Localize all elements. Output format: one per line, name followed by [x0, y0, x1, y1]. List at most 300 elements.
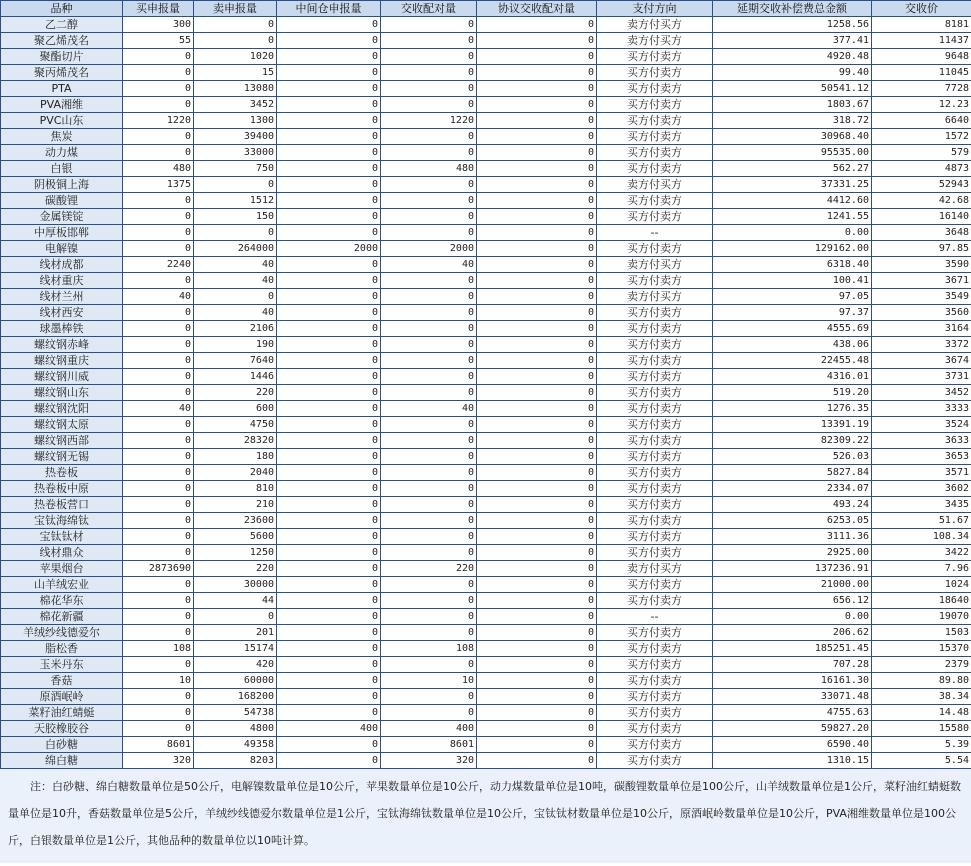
sell-declared-cell: 0 — [194, 177, 277, 193]
sell-declared-cell: 4800 — [194, 721, 277, 737]
matched-cell: 0 — [381, 689, 477, 705]
sell-declared-cell: 1250 — [194, 545, 277, 561]
buy-declared-cell: 2240 — [123, 257, 194, 273]
matched-cell: 2000 — [381, 241, 477, 257]
buy-declared-cell: 0 — [123, 225, 194, 241]
buy-declared-cell: 0 — [123, 481, 194, 497]
middle-declared-cell: 0 — [277, 561, 381, 577]
table-row — [1, 353, 971, 369]
delivery-price-cell: 7728 — [872, 81, 971, 97]
pay-direction-cell: 买方付卖方 — [597, 433, 713, 449]
matched-cell: 40 — [381, 257, 477, 273]
variety-cell: 阴极铜上海 — [1, 177, 123, 193]
table-row — [1, 641, 971, 657]
sell-declared-cell: 1300 — [194, 113, 277, 129]
pay-direction-cell: -- — [597, 225, 713, 241]
pay-direction-cell: 买方付卖方 — [597, 113, 713, 129]
table-row — [1, 753, 971, 769]
sell-declared-cell: 44 — [194, 593, 277, 609]
pay-direction-cell: 买方付卖方 — [597, 305, 713, 321]
variety-cell: 螺纹钢西部 — [1, 433, 123, 449]
agreement-matched-cell: 0 — [477, 737, 597, 753]
variety-cell: 螺纹钢沈阳 — [1, 401, 123, 417]
agreement-matched-cell: 0 — [477, 321, 597, 337]
buy-declared-cell: 1375 — [123, 177, 194, 193]
agreement-matched-cell: 0 — [477, 241, 597, 257]
agreement-matched-cell: 0 — [477, 353, 597, 369]
agreement-matched-cell: 0 — [477, 193, 597, 209]
buy-declared-cell: 108 — [123, 641, 194, 657]
matched-cell: 0 — [381, 353, 477, 369]
agreement-matched-cell: 0 — [477, 305, 597, 321]
matched-cell: 8601 — [381, 737, 477, 753]
buy-declared-cell: 0 — [123, 577, 194, 593]
buy-declared-cell: 0 — [123, 529, 194, 545]
sell-declared-cell: 30000 — [194, 577, 277, 593]
sell-declared-cell: 40 — [194, 305, 277, 321]
table-row — [1, 401, 971, 417]
variety-cell: 中厚板邯郸 — [1, 225, 123, 241]
delivery-price-cell: 3653 — [872, 449, 971, 465]
sell-declared-cell: 0 — [194, 33, 277, 49]
variety-cell: 绵白糖 — [1, 753, 123, 769]
delivery-price-cell: 1503 — [872, 625, 971, 641]
agreement-matched-cell: 0 — [477, 273, 597, 289]
matched-cell: 480 — [381, 161, 477, 177]
middle-declared-cell: 0 — [277, 321, 381, 337]
sell-declared-cell: 8203 — [194, 753, 277, 769]
delivery-price-cell: 3590 — [872, 257, 971, 273]
middle-declared-cell: 0 — [277, 673, 381, 689]
variety-cell: 动力煤 — [1, 145, 123, 161]
buy-declared-cell: 0 — [123, 65, 194, 81]
header-sell-declared: 卖申报量 — [194, 1, 277, 17]
matched-cell: 0 — [381, 497, 477, 513]
table-row — [1, 625, 971, 641]
buy-declared-cell: 480 — [123, 161, 194, 177]
compensation-cell: 438.06 — [713, 337, 872, 353]
delivery-price-cell: 108.34 — [872, 529, 971, 545]
sell-declared-cell: 3452 — [194, 97, 277, 113]
pay-direction-cell: 买方付卖方 — [597, 465, 713, 481]
middle-declared-cell: 0 — [277, 401, 381, 417]
table-row — [1, 209, 971, 225]
delivery-price-cell: 3452 — [872, 385, 971, 401]
pay-direction-cell: 买方付卖方 — [597, 481, 713, 497]
pay-direction-cell: 买方付卖方 — [597, 721, 713, 737]
matched-cell: 0 — [381, 273, 477, 289]
variety-cell: 线材西安 — [1, 305, 123, 321]
sell-declared-cell: 60000 — [194, 673, 277, 689]
agreement-matched-cell: 0 — [477, 529, 597, 545]
agreement-matched-cell: 0 — [477, 721, 597, 737]
variety-cell: 螺纹钢川威 — [1, 369, 123, 385]
matched-cell: 0 — [381, 33, 477, 49]
sell-declared-cell: 49358 — [194, 737, 277, 753]
agreement-matched-cell: 0 — [477, 561, 597, 577]
agreement-matched-cell: 0 — [477, 641, 597, 657]
compensation-cell: 21000.00 — [713, 577, 872, 593]
table-body — [1, 17, 971, 769]
variety-cell: 山羊绒宏业 — [1, 577, 123, 593]
delivery-price-cell: 11045 — [872, 65, 971, 81]
table-row — [1, 465, 971, 481]
matched-cell: 10 — [381, 673, 477, 689]
sell-declared-cell: 0 — [194, 225, 277, 241]
variety-cell: 螺纹钢太原 — [1, 417, 123, 433]
delivery-price-cell: 11437 — [872, 33, 971, 49]
middle-declared-cell: 0 — [277, 625, 381, 641]
compensation-cell: 4920.48 — [713, 49, 872, 65]
compensation-cell: 519.20 — [713, 385, 872, 401]
middle-declared-cell: 0 — [277, 417, 381, 433]
compensation-cell: 493.24 — [713, 497, 872, 513]
delivery-price-cell: 3549 — [872, 289, 971, 305]
compensation-cell: 50541.12 — [713, 81, 872, 97]
middle-declared-cell: 0 — [277, 161, 381, 177]
variety-cell: PVA湘维 — [1, 97, 123, 113]
delivery-price-cell: 3648 — [872, 225, 971, 241]
middle-declared-cell: 0 — [277, 465, 381, 481]
matched-cell: 0 — [381, 385, 477, 401]
compensation-cell: 562.27 — [713, 161, 872, 177]
pay-direction-cell: 卖方付买方 — [597, 289, 713, 305]
sell-declared-cell: 2106 — [194, 321, 277, 337]
agreement-matched-cell: 0 — [477, 65, 597, 81]
table-row — [1, 497, 971, 513]
delivery-price-cell: 579 — [872, 145, 971, 161]
agreement-matched-cell: 0 — [477, 337, 597, 353]
pay-direction-cell: 买方付卖方 — [597, 545, 713, 561]
middle-declared-cell: 0 — [277, 753, 381, 769]
delivery-price-cell: 9648 — [872, 49, 971, 65]
middle-declared-cell: 0 — [277, 481, 381, 497]
compensation-cell: 1258.56 — [713, 17, 872, 33]
agreement-matched-cell: 0 — [477, 209, 597, 225]
sell-declared-cell: 750 — [194, 161, 277, 177]
middle-declared-cell: 0 — [277, 385, 381, 401]
variety-cell: PVC山东 — [1, 113, 123, 129]
middle-declared-cell: 0 — [277, 513, 381, 529]
agreement-matched-cell: 0 — [477, 33, 597, 49]
middle-declared-cell: 0 — [277, 17, 381, 33]
variety-cell: 香菇 — [1, 673, 123, 689]
buy-declared-cell: 0 — [123, 241, 194, 257]
variety-cell: 羊绒纱线德爱尔 — [1, 625, 123, 641]
delivery-price-cell: 89.80 — [872, 673, 971, 689]
buy-declared-cell: 0 — [123, 97, 194, 113]
compensation-cell: 95535.00 — [713, 145, 872, 161]
agreement-matched-cell: 0 — [477, 577, 597, 593]
middle-declared-cell: 0 — [277, 33, 381, 49]
sell-declared-cell: 1020 — [194, 49, 277, 65]
table-row — [1, 49, 971, 65]
delivery-price-cell: 1024 — [872, 577, 971, 593]
variety-cell: 球墨棒铁 — [1, 321, 123, 337]
header-compensation-total: 延期交收补偿费总金额 — [713, 1, 872, 17]
compensation-cell: 99.40 — [713, 65, 872, 81]
agreement-matched-cell: 0 — [477, 113, 597, 129]
delivery-price-cell: 5.39 — [872, 737, 971, 753]
middle-declared-cell: 0 — [277, 97, 381, 113]
variety-cell: 线材重庆 — [1, 273, 123, 289]
table-row — [1, 97, 971, 113]
pay-direction-cell: 买方付卖方 — [597, 129, 713, 145]
agreement-matched-cell: 0 — [477, 225, 597, 241]
sell-declared-cell: 13080 — [194, 81, 277, 97]
variety-cell: 玉米丹东 — [1, 657, 123, 673]
sell-declared-cell: 420 — [194, 657, 277, 673]
middle-declared-cell: 0 — [277, 529, 381, 545]
compensation-cell: 1803.67 — [713, 97, 872, 113]
compensation-cell: 2925.00 — [713, 545, 872, 561]
delivery-price-cell: 3731 — [872, 369, 971, 385]
sell-declared-cell: 7640 — [194, 353, 277, 369]
pay-direction-cell: 买方付卖方 — [597, 49, 713, 65]
variety-cell: 螺纹钢山东 — [1, 385, 123, 401]
matched-cell: 0 — [381, 225, 477, 241]
pay-direction-cell: 买方付卖方 — [597, 353, 713, 369]
agreement-matched-cell: 0 — [477, 145, 597, 161]
delivery-price-cell: 3333 — [872, 401, 971, 417]
matched-cell: 0 — [381, 65, 477, 81]
agreement-matched-cell: 0 — [477, 593, 597, 609]
compensation-cell: 0.00 — [713, 609, 872, 625]
buy-declared-cell: 0 — [123, 49, 194, 65]
buy-declared-cell: 0 — [123, 337, 194, 353]
matched-cell: 0 — [381, 49, 477, 65]
middle-declared-cell: 0 — [277, 705, 381, 721]
sell-declared-cell: 54738 — [194, 705, 277, 721]
delivery-price-cell: 3422 — [872, 545, 971, 561]
compensation-cell: 656.12 — [713, 593, 872, 609]
table-row — [1, 481, 971, 497]
buy-declared-cell: 0 — [123, 305, 194, 321]
sell-declared-cell: 810 — [194, 481, 277, 497]
middle-declared-cell: 0 — [277, 657, 381, 673]
pay-direction-cell: 买方付卖方 — [597, 273, 713, 289]
pay-direction-cell: 卖方付买方 — [597, 33, 713, 49]
buy-declared-cell: 0 — [123, 385, 194, 401]
delivery-price-cell: 3435 — [872, 497, 971, 513]
table-row — [1, 305, 971, 321]
middle-declared-cell: 0 — [277, 129, 381, 145]
matched-cell: 0 — [381, 545, 477, 561]
agreement-matched-cell: 0 — [477, 513, 597, 529]
buy-declared-cell: 8601 — [123, 737, 194, 753]
matched-cell: 40 — [381, 401, 477, 417]
agreement-matched-cell: 0 — [477, 177, 597, 193]
agreement-matched-cell: 0 — [477, 417, 597, 433]
middle-declared-cell: 0 — [277, 353, 381, 369]
middle-declared-cell: 0 — [277, 113, 381, 129]
delivery-price-cell: 18640 — [872, 593, 971, 609]
compensation-cell: 97.37 — [713, 305, 872, 321]
buy-declared-cell: 0 — [123, 369, 194, 385]
pay-direction-cell: 买方付卖方 — [597, 417, 713, 433]
delivery-price-cell: 5.54 — [872, 753, 971, 769]
variety-cell: 线材鼎众 — [1, 545, 123, 561]
middle-declared-cell: 0 — [277, 193, 381, 209]
delivery-price-cell: 3674 — [872, 353, 971, 369]
agreement-matched-cell: 0 — [477, 449, 597, 465]
header-buy-declared: 买申报量 — [123, 1, 194, 17]
agreement-matched-cell: 0 — [477, 17, 597, 33]
sell-declared-cell: 210 — [194, 497, 277, 513]
matched-cell: 0 — [381, 337, 477, 353]
variety-cell: 线材兰州 — [1, 289, 123, 305]
pay-direction-cell: 卖方付买方 — [597, 257, 713, 273]
sell-declared-cell: 5600 — [194, 529, 277, 545]
pay-direction-cell: 买方付卖方 — [597, 641, 713, 657]
middle-declared-cell: 0 — [277, 369, 381, 385]
buy-declared-cell: 0 — [123, 193, 194, 209]
delivery-price-cell: 2379 — [872, 657, 971, 673]
sell-declared-cell: 40 — [194, 273, 277, 289]
table-row — [1, 609, 971, 625]
buy-declared-cell: 0 — [123, 449, 194, 465]
matched-cell: 0 — [381, 529, 477, 545]
buy-declared-cell: 0 — [123, 689, 194, 705]
agreement-matched-cell: 0 — [477, 673, 597, 689]
buy-declared-cell: 300 — [123, 17, 194, 33]
header-pay-direction: 支付方向 — [597, 1, 713, 17]
pay-direction-cell: 买方付卖方 — [597, 737, 713, 753]
table-row — [1, 513, 971, 529]
buy-declared-cell: 55 — [123, 33, 194, 49]
table-row — [1, 321, 971, 337]
header-matched: 交收配对量 — [381, 1, 477, 17]
matched-cell: 0 — [381, 513, 477, 529]
header-variety: 品种 — [1, 1, 123, 17]
buy-declared-cell: 40 — [123, 401, 194, 417]
footnote: 注：白砂糖、绵白糖数量单位是50公斤，电解镍数量单位是10公斤，苹果数量单位是10公斤，动力煤数量单位是10吨，碳酸锂数量单位是100公斤，山羊绒数量单位是1公斤，菜籽油红蜻蜓数量单位是10升，香菇数量单位是5公斤，羊绒纱线德爱尔数量单位是1公斤，宝钛海绵钛数量单位是10公斤，宝钛钛材数量单位是10公斤，原酒岷岭数量单位是10公斤，PVA湘维数量单位是100公斤，白银数量单位是1公斤，其他品种的数量单位以10吨计算。 — [0, 769, 971, 863]
table-row — [1, 113, 971, 129]
pay-direction-cell: 买方付卖方 — [597, 65, 713, 81]
agreement-matched-cell: 0 — [477, 289, 597, 305]
agreement-matched-cell: 0 — [477, 97, 597, 113]
compensation-cell: 6318.40 — [713, 257, 872, 273]
delivery-price-cell: 3524 — [872, 417, 971, 433]
buy-declared-cell: 0 — [123, 593, 194, 609]
pay-direction-cell: 买方付卖方 — [597, 385, 713, 401]
matched-cell: 0 — [381, 177, 477, 193]
delivery-price-cell: 4873 — [872, 161, 971, 177]
compensation-cell: 1241.55 — [713, 209, 872, 225]
buy-declared-cell: 0 — [123, 609, 194, 625]
buy-declared-cell: 0 — [123, 129, 194, 145]
delivery-price-cell: 15580 — [872, 721, 971, 737]
middle-declared-cell: 0 — [277, 737, 381, 753]
compensation-cell: 37331.25 — [713, 177, 872, 193]
sell-declared-cell: 0 — [194, 609, 277, 625]
compensation-cell: 33071.48 — [713, 689, 872, 705]
pay-direction-cell: 卖方付买方 — [597, 177, 713, 193]
agreement-matched-cell: 0 — [477, 129, 597, 145]
middle-declared-cell: 0 — [277, 545, 381, 561]
matched-cell: 0 — [381, 705, 477, 721]
sell-declared-cell: 180 — [194, 449, 277, 465]
matched-cell: 0 — [381, 417, 477, 433]
table-row — [1, 257, 971, 273]
agreement-matched-cell: 0 — [477, 497, 597, 513]
delivery-price-cell: 19070 — [872, 609, 971, 625]
pay-direction-cell: 买方付卖方 — [597, 97, 713, 113]
table-row — [1, 81, 971, 97]
sell-declared-cell: 220 — [194, 385, 277, 401]
compensation-cell: 82309.22 — [713, 433, 872, 449]
matched-cell: 0 — [381, 97, 477, 113]
compensation-cell: 13391.19 — [713, 417, 872, 433]
table-row — [1, 289, 971, 305]
table-row — [1, 577, 971, 593]
variety-cell: 宝钛钛材 — [1, 529, 123, 545]
matched-cell: 0 — [381, 657, 477, 673]
matched-cell: 0 — [381, 145, 477, 161]
delivery-price-cell: 3571 — [872, 465, 971, 481]
variety-cell: 螺纹钢重庆 — [1, 353, 123, 369]
compensation-cell: 3111.36 — [713, 529, 872, 545]
middle-declared-cell: 0 — [277, 593, 381, 609]
pay-direction-cell: 买方付卖方 — [597, 689, 713, 705]
delivery-price-cell: 52943 — [872, 177, 971, 193]
compensation-cell: 16161.30 — [713, 673, 872, 689]
buy-declared-cell: 0 — [123, 209, 194, 225]
table-row — [1, 193, 971, 209]
table-row — [1, 705, 971, 721]
compensation-cell: 59827.20 — [713, 721, 872, 737]
variety-cell: PTA — [1, 81, 123, 97]
pay-direction-cell: 买方付卖方 — [597, 193, 713, 209]
delivery-price-cell: 51.67 — [872, 513, 971, 529]
delivery-price-cell: 15370 — [872, 641, 971, 657]
buy-declared-cell: 320 — [123, 753, 194, 769]
variety-cell: 棉花华东 — [1, 593, 123, 609]
pay-direction-cell: 买方付卖方 — [597, 497, 713, 513]
agreement-matched-cell: 0 — [477, 369, 597, 385]
table-row — [1, 657, 971, 673]
buy-declared-cell: 0 — [123, 353, 194, 369]
compensation-cell: 1276.35 — [713, 401, 872, 417]
delivery-price-cell: 12.23 — [872, 97, 971, 113]
sell-declared-cell: 150 — [194, 209, 277, 225]
variety-cell: 脂松香 — [1, 641, 123, 657]
compensation-cell: 137236.91 — [713, 561, 872, 577]
buy-declared-cell: 0 — [123, 545, 194, 561]
compensation-cell: 4316.01 — [713, 369, 872, 385]
table-row — [1, 593, 971, 609]
agreement-matched-cell: 0 — [477, 545, 597, 561]
compensation-cell: 4412.60 — [713, 193, 872, 209]
variety-cell: 白砂糖 — [1, 737, 123, 753]
compensation-cell: 526.03 — [713, 449, 872, 465]
pay-direction-cell: 买方付卖方 — [597, 369, 713, 385]
matched-cell: 400 — [381, 721, 477, 737]
buy-declared-cell: 0 — [123, 657, 194, 673]
agreement-matched-cell: 0 — [477, 705, 597, 721]
compensation-cell: 129162.00 — [713, 241, 872, 257]
delivery-price-cell: 3560 — [872, 305, 971, 321]
matched-cell: 0 — [381, 81, 477, 97]
delivery-price-cell: 38.34 — [872, 689, 971, 705]
pay-direction-cell: 买方付卖方 — [597, 161, 713, 177]
sell-declared-cell: 1512 — [194, 193, 277, 209]
delivery-price-cell: 3602 — [872, 481, 971, 497]
compensation-cell: 4555.69 — [713, 321, 872, 337]
middle-declared-cell: 0 — [277, 49, 381, 65]
table-row — [1, 129, 971, 145]
pay-direction-cell: 买方付卖方 — [597, 673, 713, 689]
